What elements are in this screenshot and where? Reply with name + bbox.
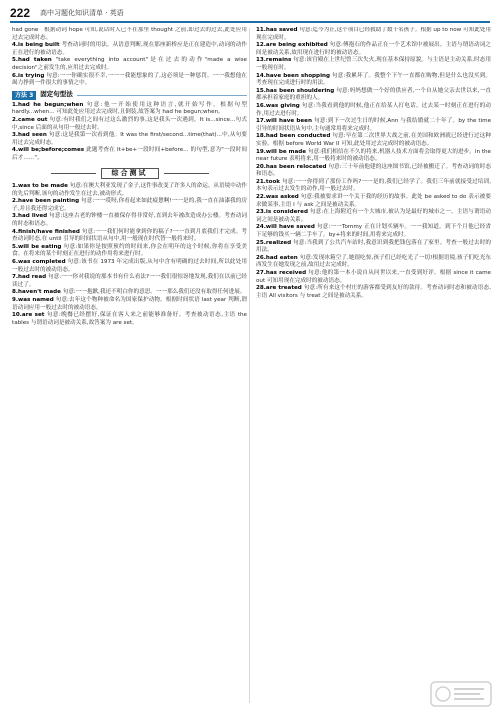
item-answer: was to be made xyxy=(18,183,68,190)
item-explanation: 考查动词时的用法。从语意判断,现在那座新桥应是正在建造中,动词的动作正在进行的被动语态。 xyxy=(12,42,247,56)
item-number: 1. xyxy=(12,183,19,190)
item-explanation: 句意:当我看到他的时候,他正在给某人打电话。过去某一时刻正在进行的动作,用过去进行时。 xyxy=(256,102,491,117)
answer-item xyxy=(12,117,247,132)
item-explanation: 句意:该书在 1973 年完成出版,从句中含有明确的过去时间,所以此处用一般过去时的被动语态。 xyxy=(12,259,247,273)
item-explanation: 句意:迄今为止,这个项目已经救助了数千名孩子。根据 up to now 可知此处用现在完成时。 xyxy=(256,27,491,41)
answer-item xyxy=(256,118,491,133)
page-header xyxy=(0,0,500,22)
item-answer: has received xyxy=(265,270,307,276)
answer-item xyxy=(256,209,491,224)
method-rule xyxy=(77,95,247,96)
item-explanation: 句意:一一你得到了那份工作吗?一一是的,我们已经学了。我们三年前就接受过培训,本句表示过去发生的动作,用一般过去时。 xyxy=(256,178,491,193)
answer-item xyxy=(12,312,247,327)
item-answer: has saved xyxy=(265,27,298,33)
item-answer: will have been xyxy=(265,118,312,125)
item-number: 17. xyxy=(256,118,266,125)
answer-item xyxy=(12,297,247,312)
page-number: 222 xyxy=(10,6,31,20)
item-answer: will have saved xyxy=(265,224,315,231)
item-explanation: 句意:他的第一本小说自从问世以来,一直受到好评。根据 since it came out 可知用现在完成时的被动语态。 xyxy=(256,270,491,284)
answer-item xyxy=(256,224,491,239)
item-explanation: 句意:我们相信在不久的将来,机器人技术方面将会取得更大的进步。in the near future 表明将来,用一般将来时的被动语态。 xyxy=(256,148,491,163)
answer-item xyxy=(256,57,491,72)
item-answer: had read xyxy=(18,274,47,281)
section-rule-left xyxy=(51,173,96,174)
method-heading xyxy=(12,91,247,100)
answer-item xyxy=(12,183,247,198)
answer-item xyxy=(256,103,491,118)
right-column xyxy=(256,27,491,703)
item-number: 28. xyxy=(256,285,266,292)
item-explanation: 句意:早在第二次世界大战之前,在美国和欧洲就已经进行过这种实验。根据 before World War II 可知,此处用过去完成时的被动语态。 xyxy=(256,133,491,147)
answer-item xyxy=(256,149,491,164)
item-answer: had lived xyxy=(18,213,48,220)
answer-item xyxy=(12,73,247,88)
item-number: 7. xyxy=(12,274,19,281)
item-answer: had seen xyxy=(18,132,47,139)
item-answer: has been shouldering xyxy=(265,87,335,94)
item-answer: had eaten xyxy=(265,254,298,261)
item-answer: realized xyxy=(265,239,292,246)
item-answer: has been relocated xyxy=(265,163,327,170)
answer-item xyxy=(12,213,247,228)
item-answer: came out xyxy=(18,116,48,123)
item-number: 19. xyxy=(256,148,266,155)
answer-item xyxy=(256,270,491,285)
answer-item xyxy=(12,274,247,289)
item-number: 12. xyxy=(256,42,266,49)
answer-item xyxy=(256,164,491,179)
item-number: 10. xyxy=(12,312,22,319)
item-explanation: 句意:这是我第一次看到他。It was the first/second...time(that)...中,从句要用过去完成时态。 xyxy=(12,132,247,146)
item-number: 11. xyxy=(256,27,266,33)
item-explanation: 句意:傅抱石的作品正在一个艺术馆中被展出。主语与谓语动词之间是被动关系,故用现在进行时的被动语态。 xyxy=(256,42,491,56)
item-answer: was completed xyxy=(18,259,66,266)
section-heading xyxy=(12,168,247,180)
answer-item xyxy=(256,27,491,42)
column-divider xyxy=(249,28,250,703)
item-answer: will be made xyxy=(265,148,307,155)
answer-item xyxy=(12,198,247,213)
item-number: 3. xyxy=(12,213,19,220)
item-answer: is being built xyxy=(18,42,60,49)
item-explanation: had gone 根据动词 hope 可知,说话时人已不在那里 thought 之前,即过去的过去,此处应用过去完成时态。 xyxy=(12,27,247,41)
answer-item xyxy=(12,147,247,162)
answer-item xyxy=(256,240,491,255)
item-number: 27. xyxy=(256,270,266,276)
answer-item xyxy=(256,285,491,300)
item-explanation: 句意:一一你确实很不幸,一一一我能想象的了,这必须是一种惩罚。一一我想他在竭力挣到一件很大的事情之中。 xyxy=(12,72,247,87)
item-number: 8. xyxy=(12,289,19,296)
item-number: 4. xyxy=(12,42,19,49)
item-explanation: 句意:这座古老的钟楼一直被保存得非常好,直到去年被改造成办公楼。考查动词的时态和语态。 xyxy=(12,213,247,228)
item-explanation: 句意:一一哎呀,你看起来如此疲惫啊!一一是的,我一直在油漆我的房子,并且我还得完成它。 xyxy=(12,198,247,212)
answer-item xyxy=(12,229,247,244)
item-answer: haven't made xyxy=(18,289,61,296)
item-answer: have been painting xyxy=(18,198,80,205)
item-explanation: 句意:妈妈想做一个好的供应者,一个自从她父亲去世以来,一直都承担着家庭的重担的人。 xyxy=(256,87,491,102)
item-number: 1. xyxy=(12,101,19,108)
item-number: 18. xyxy=(256,133,266,140)
section-rule-right xyxy=(164,173,209,174)
item-number: 14. xyxy=(256,72,266,79)
item-explanation: 句意:在澳大利亚发现了金子,这件事改变了许多人的命运。从语境中动作的先后判断,该句的动作发生在过去,被动形式。 xyxy=(12,183,247,197)
item-number: 4. xyxy=(12,147,19,154)
book-title: 高中习题化知识清单 · 英语 xyxy=(40,9,124,17)
item-number: 22. xyxy=(256,194,266,201)
item-explanation: 句意:到下一次过生日的时候,Ann 与我结婚就二十年了。by the time 引导的时间状语从句中,主句通常用将来完成时。 xyxy=(256,118,491,132)
answer-item xyxy=(12,57,247,72)
item-explanation: 句意:所有来这个村庄的游客都受到友好的款待。考查动词时态和被动语态,主语 All visitors 与 treat 之间是被动关系。 xyxy=(256,285,491,299)
item-number: 6. xyxy=(12,259,19,266)
item-explanation: 句意:我被要求讲一个关于我的经历的故事。此处 be asked to do 表示被要求做某事,主语 I 与 ask 之间是被动关系。 xyxy=(256,194,491,208)
method-title: 固定句型法 xyxy=(40,90,73,99)
item-number: 26. xyxy=(256,254,266,261)
item-answer: will be;before;comes xyxy=(18,147,85,154)
answer-item xyxy=(256,133,491,148)
item-explanation: 句意:一一你对我说的那本书有什么看法?一一我们很惊讶地发现,我们在以前已经读过了。 xyxy=(12,274,247,288)
watermark-logo xyxy=(430,681,492,707)
item-number: 13. xyxy=(256,57,266,64)
answer-item xyxy=(256,255,491,270)
item-answer: are treated xyxy=(265,285,302,292)
item-explanation: 此题考查在 It+be+一段时间+before... 的句型,意为"一段时间后才……"。 xyxy=(12,147,247,161)
item-number: 2. xyxy=(12,116,19,123)
item-explanation: 句意:他一开始使用这种语言,就开始写作。根据句型 hardly...when... 可知此处应用过去完成时,且倒装,故答案为 had he begun;when。 xyxy=(12,101,247,116)
item-number: 15. xyxy=(256,87,266,94)
answer-item xyxy=(256,42,491,57)
answer-item xyxy=(12,289,247,297)
item-number: 5. xyxy=(12,57,19,64)
item-explanation: 句意:如果你是按照预约的时间来,你会在明年的这个时候,你将在享受美食。在将来的某个时刻正在进行的动作用将来进行时。 xyxy=(12,243,247,258)
item-number: 2. xyxy=(12,198,19,205)
item-answer: are being exhibited xyxy=(265,42,328,49)
answer-item xyxy=(256,73,491,88)
item-number: 5. xyxy=(12,243,19,250)
answer-item xyxy=(256,88,491,103)
item-answer: have been shopping xyxy=(265,72,330,79)
item-number: 25. xyxy=(256,239,266,246)
item-answer: had been conducted xyxy=(265,133,331,140)
item-explanation: 句意:一一Tommy 正在计划买辆车。一一我知道。到下个月他已经省下足够的钱买一辆二手车了。by+将来的时间,用将来完成时。 xyxy=(256,224,491,239)
method-tag: 方法 3 xyxy=(12,91,36,100)
item-number: 24. xyxy=(256,224,266,231)
item-answer: is trying xyxy=(18,72,45,79)
item-answer: had taken xyxy=(18,57,52,64)
left-column xyxy=(12,27,247,703)
item-explanation: 句意:一一抱歉,我还不明白你的意思。一一那么我们还没有取得任何进展。 xyxy=(62,289,246,296)
item-answer: finish/have finished xyxy=(18,228,80,235)
item-answer: remains xyxy=(265,57,292,64)
item-explanation: 句意:当我到了公共汽车站时,我意识到我把钱包落在了家里。考查一般过去时的用法。 xyxy=(256,239,491,254)
item-answer: will be eating xyxy=(18,243,62,250)
header-rule xyxy=(10,21,490,23)
answer-item xyxy=(12,102,247,117)
answer-item xyxy=(256,194,491,209)
item-number: 4. xyxy=(12,228,19,235)
item-answer: was named xyxy=(18,297,54,303)
item-explanation: 句意:晚餐已经摆好,保证在客人来之前能够准备好。考查被动语态,主语 the tables 与谓语动词是被动关系,故答案为 are set。 xyxy=(12,312,247,326)
item-explanation: 句意:我累坏了。我整个下午一直都在购物,但是什么也没买到。考查现在完成进行时的用法。 xyxy=(256,72,491,87)
item-explanation: 句意:一一我们何时能拿到你的稿子?一一直到月底我们才完成。考查动词时态,在 until 引导的时间状语从句中,用一般现在时代替一般将来时。 xyxy=(12,228,247,243)
item-explanation: 句意:去年这个物种被命名为国家保护动物。根据时间状语 last year 判断,谓语动词应用一般过去时的被动语态。 xyxy=(12,297,247,311)
item-explanation: 句意:有时我们之间有过这么激烈的事,这是我头一次遇到。It is...since...句式中,since 后面的从句用一般过去时。 xyxy=(12,116,247,131)
item-number: 20. xyxy=(256,163,266,170)
answer-item xyxy=(12,42,247,57)
item-explanation: "take everything into account"是在过去的动作"made a wise decision"之前发生的,应用过去完成时。 xyxy=(12,57,247,71)
item-number: 16. xyxy=(256,102,266,109)
item-answer: is considered xyxy=(265,209,308,216)
item-explanation: 句意:在上海附近有一个大城市,被认为是最好的城市之一。主语与谓语动词之间是被动关系。 xyxy=(256,209,491,223)
answer-item xyxy=(12,244,247,259)
item-explanation: 句意:三十年前他建的这座图书馆,已经被搬迁了。考查动词的时态和语态。 xyxy=(256,163,491,178)
item-number: 6. xyxy=(12,72,19,79)
item-answer: had he begun;when xyxy=(18,101,84,108)
item-number: 9. xyxy=(12,297,19,303)
item-answer: was asked xyxy=(265,194,299,201)
answer-item xyxy=(256,179,491,194)
item-number: 23. xyxy=(256,209,266,216)
answer-item xyxy=(12,27,247,42)
item-answer: took xyxy=(265,178,281,185)
item-explanation: 句意:发现冰箱空了,她很吃惊,孩子们已经吃光了一切!根据语境,孩子们吃光东西发生在她发现之前,故用过去完成时。 xyxy=(256,254,491,269)
item-explanation: 句意:该宫殿在上世纪曾三次失火,现在基本保持原貌。与主语是主动关系,时态用一般现在时。 xyxy=(256,57,491,71)
answer-item xyxy=(12,132,247,147)
item-number: 3. xyxy=(12,132,19,139)
answer-item xyxy=(12,259,247,274)
item-number: 21. xyxy=(256,178,266,185)
section-title: 综合测试 xyxy=(101,168,159,180)
item-answer: was giving xyxy=(265,102,300,109)
item-answer: are set xyxy=(21,312,45,319)
